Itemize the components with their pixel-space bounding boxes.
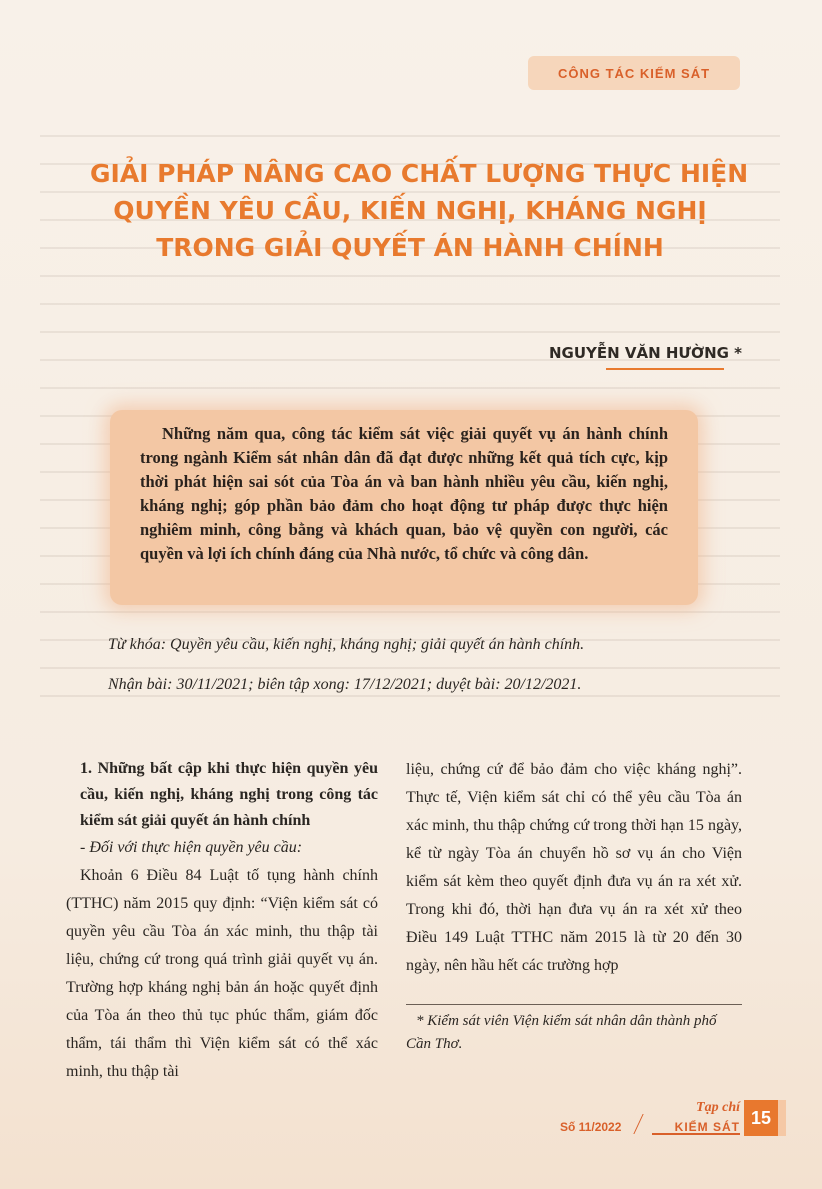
title-line-2: QUYỀN YÊU CẦU, KIẾN NGHỊ, KHÁNG NGHỊ [113, 196, 707, 225]
footnote: * Kiểm sát viên Viện kiểm sát nhân dân thành phố Cần Thơ. [406, 1013, 717, 1052]
masthead-slash [633, 1114, 656, 1134]
body-column-right [406, 756, 742, 980]
abstract-box: Những năm qua, công tác kiểm sát việc giải quyết vụ án hành chính trong ngành Kiểm sát nhân dân đã đạt được những kết quả tích cực, kịp thời phát hiện sai sót của Tòa án và ban hành nhiều yêu cầu, kiến nghị, kháng nghị; góp phần bảo đảm cho hoạt động tư pháp được thực hiện nghiêm minh, công bằng và khách quan, bảo vệ quyền con người, các quyền và lợi ích chính đáng của Nhà nước, tổ chức và công dân. [110, 410, 698, 605]
title-line-1: GIẢI PHÁP NÂNG CAO CHẤT LƯỢNG THỰC HIỆN [90, 159, 749, 188]
magazine-name: KIỂM SÁT [674, 1120, 740, 1134]
page-number-corner [778, 1100, 786, 1136]
article-title [90, 155, 749, 266]
author-underline [606, 368, 724, 370]
footer-masthead [560, 1100, 742, 1140]
body-column-left [66, 756, 378, 1086]
title-line-3: TRONG GIẢI QUYẾT ÁN HÀNH CHÍNH [156, 233, 664, 262]
page-number-text: 15 [750, 1107, 772, 1128]
section-tag: CÔNG TÁC KIỂM SÁT [528, 56, 740, 90]
body-paragraph-right: liệu, chứng cứ để bảo đảm cho việc kháng nghị”. Thực tế, Viện kiểm sát chỉ có thể yêu cầu Tòa án xác minh, thu thập chứng cứ trong thời hạn 15 ngày, kể từ ngày Tòa án chuyển hồ sơ vụ án cho Viện kiểm sát kèm theo quyết định đưa vụ án ra xét xử. Trong khi đó, thời hạn đưa vụ án ra xét xử theo Điều 149 Luật TTHC năm 2015 là từ 20 đến 30 ngày, nên hầu hết các trường hợp [406, 761, 742, 974]
submission-dates: Nhận bài: 30/11/2021; biên tập xong: 17/12/2021; duyệt bài: 20/12/2021. [108, 676, 582, 693]
footnote-divider [406, 1004, 742, 1005]
body-paragraph-left: Khoản 6 Điều 84 Luật tố tụng hành chính (TTHC) năm 2015 quy định: “Viện kiểm sát có quyền yêu cầu Tòa án xác minh, thu thập tài liệu, chứng cứ trong quá trình giải quyết vụ án. Trường hợp kháng nghị bản án hoặc quyết định của Tòa án theo thủ tục phúc thẩm, giám đốc thẩm, tái thẩm thì Viện kiểm sát có thể xác minh, thu thập tài [66, 867, 378, 1080]
issue-number: Số 11/2022 [560, 1120, 622, 1134]
author-name: NGUYỄN VĂN HƯỜNG * [548, 344, 742, 362]
magazine-prefix: Tạp chí [696, 1100, 740, 1115]
section-heading: 1. Những bất cập khi thực hiện quyền yêu cầu, kiến nghị, kháng nghị trong công tác kiểm sát giải quyết án hành chính [80, 760, 378, 829]
subheading: - Đối với thực hiện quyền yêu cầu: [80, 839, 303, 856]
keywords: Từ khóa: Quyền yêu cầu, kiến nghị, kháng nghị; giải quyết án hành chính. [108, 636, 585, 653]
page-number [744, 1100, 778, 1136]
